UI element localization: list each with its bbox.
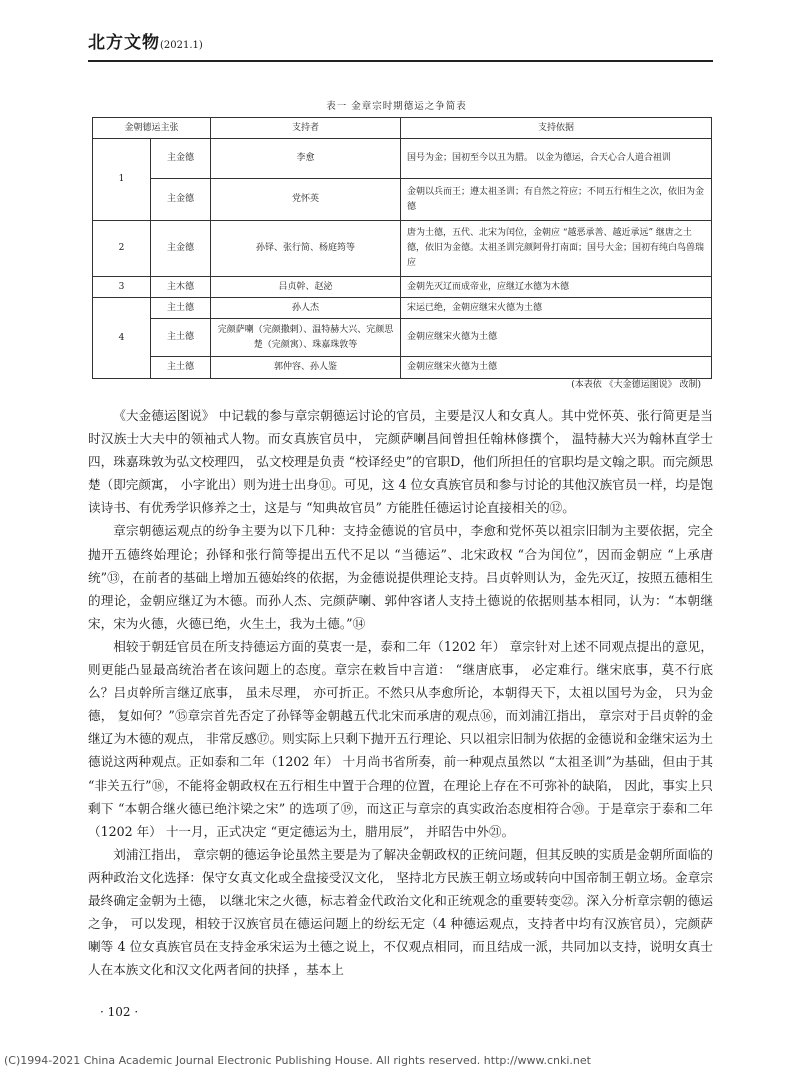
header-rule	[88, 60, 713, 62]
virtue-cell: 主金德	[151, 139, 211, 179]
table-row	[93, 298, 712, 319]
basis-cell: 唐为土德，五代、北宋为闰位，金朝应 “越恶承善、越近承远” 继唐之土德，依旧为金德。太祖圣训完颜阿骨打南面；国号大金；国初有纯白鸟兽瑞应	[401, 221, 712, 277]
virtue-cell: 主土德	[151, 357, 211, 379]
virtue-cell: 主土德	[151, 298, 211, 319]
virtue-cell: 主金德	[151, 221, 211, 277]
virtue-cell: 主土德	[151, 319, 211, 357]
table-header-cell: 支持者	[211, 118, 401, 139]
page-number: · 102 ·	[100, 1005, 139, 1019]
table-header-cell: 金朝德运主张	[93, 118, 211, 139]
table-row	[93, 277, 712, 298]
table-row	[93, 139, 712, 179]
virtue-cell: 主木德	[151, 277, 211, 298]
basis-cell: 宋运已绝，金朝应继宋火德为土德	[401, 298, 712, 319]
basis-cell: 国号为金；国初至今以丑为腊。 以金为德运，合天心合人道合祖训	[401, 139, 712, 179]
table-header-row	[93, 118, 712, 139]
journal-header	[88, 28, 203, 53]
copyright-footer: (C)1994-2021 China Academic Journal Electronic Publishing House. All rights reserved. http://www.cnki.net	[4, 1054, 591, 1067]
supporters-cell: 孙铎、张行简、杨庭筠等	[211, 221, 401, 277]
supporters-cell: 党怀英	[211, 179, 401, 221]
basis-cell: 金朝以兵而王；遵太祖圣训；有自然之符应；不同五行相生之次，依旧为金德	[401, 179, 712, 221]
article-body	[88, 404, 713, 981]
table-row	[93, 319, 712, 357]
paragraph: 相较于朝廷官员在所支持德运方面的莫衷一是，泰和二年（1202 年） 章宗针对上述不同观点提出的意见，则更能凸显最高统治者在该问题上的态度。章宗在敕旨中言道： “继唐底事， 必定难行。继宋底事，莫不行底么？吕贞幹所言继辽底事， 虽未尽理， 亦可折正。不然只从李愈所论，本朝得天下，太祖以国号为金， 只为金德， 复如何？”⑮章宗首先否定了孙铎等金朝越五代北宋而承唐的观点⑯，而刘浦江指出， 章宗对于吕贞幹的金继辽为木德的观点， 非常反感⑰。则实际上只剩下抛开五行理论、只以祖宗旧制为依据的金德说和金继宋运为土德说这两种观点。正如泰和二年（1202 年） 十月尚书省所奏，前一种观点虽然以 “太祖圣训”为基础，但由于其 “非关五行”⑱，不能将金朝政权在五行相生中置于合理的位置，在理论上存在不可弥补的缺陷， 因此，事实上只剩下 “本朝合继火德已绝汴梁之宋” 的选项了⑲，而这正与章宗的真实政治态度相符合⑳。于是章宗于泰和二年（1202 年） 十一月，正式决定 “更定德运为土，腊用辰”， 并昭告中外㉑。	[88, 638, 713, 839]
supporters-cell: 李愈	[211, 139, 401, 179]
table-row	[93, 179, 712, 221]
table-caption: 表一 金章宗时期德运之争简表	[326, 101, 467, 112]
paragraph: 《大金德运图说》 中记载的参与章宗朝德运讨论的官员，主要是汉人和女真人。其中党怀英、张行简更是当时汉族士大夫中的领袖式人物。而女真族官员中， 完颜萨喇昌间曾担任翰林修撰个， 温特赫大兴为翰林直学士四，珠嘉珠敦为弘文校理四， 弘文校理是负责 “校译经史”的官职D，他们所担任的官职均是文翰之职。而完颜思楚（即完颜寓， 小字讹出）则为进士出身⑪。可见，这 4 位女真族官员和参与讨论的其他汉族官员一样，均是饱读诗书、有优秀学识修养之士，这是与 “知典故官员” 方能胜任德运讨论直接相关的⑫。	[88, 408, 713, 516]
table-source-note: (本表依 《大金德运图说》 改制)	[571, 380, 701, 390]
group-number-cell: 3	[93, 277, 151, 298]
group-number-cell: 4	[93, 298, 151, 379]
paragraph: 刘浦江指出， 章宗朝的德运争论虽然主要是为了解决金朝政权的正统问题，但其反映的实质是金朝所面临的两种政治文化选择：保守女真文化或全盘接受汉文化， 坚持北方民族王朝立场或转向中国帝制王朝立场。金章宗最终确定金朝为土德， 以继北宋之火德，标志着金代政治文化和正统观念的重要转变㉒。深入分析章宗朝的德运之争， 可以发现，相较于汉族官员在德运问题上的纷纭无定（4 种德运观点，支持者中均有汉族官员），完颜萨喇等 4 位女真族官员在支持金承宋运为土德之说上，不仅观点相同，而且结成一派，共同加以支持，说明女真士人在本族文化和汉文化两者间的抉择 ，基本上	[88, 846, 713, 978]
table-row	[93, 221, 712, 277]
supporters-cell: 吕贞幹、赵泌	[211, 277, 401, 298]
supporters-cell: 孙人杰	[211, 298, 401, 319]
journal-issue: (2021.1)	[160, 40, 203, 51]
supporters-cell: 完颜萨喇（完颜撒剌）、温特赫大兴、完颜思楚（完颜寓）、珠嘉珠敦等	[211, 319, 401, 357]
basis-cell: 金朝应继宋火德为土德	[401, 357, 712, 379]
supporters-cell: 郭仲容、孙人鉴	[211, 357, 401, 379]
paragraph: 章宗朝德运观点的纷争主要为以下几种：支持金德说的官员中，李愈和党怀英以祖宗旧制为主要依据，完全抛开五德终始理论；孙铎和张行简等提出五代不足以 “当德运”、北宋政权 “合为闰位”，因而金朝应 “上承唐统”⑬，在前者的基础上增加五德始终的依据，为金德说提供理论支持。吕贞幹则认为，金先灭辽，按照五德相生的理论，金朝应继辽为木德。而孙人杰、完颜萨喇、郭仲容诸人支持土德说的依据则基本相同，认为：“本朝继宋，宋为火德，火德已绝，火生土，我为土德。”⑭	[88, 523, 713, 631]
virtue-cell: 主金德	[151, 179, 211, 221]
group-number-cell: 2	[93, 221, 151, 277]
journal-title: 北方文物	[88, 33, 160, 53]
debate-table	[92, 117, 712, 379]
group-number-cell: 1	[93, 139, 151, 221]
table-row	[93, 357, 712, 379]
basis-cell: 金朝先灭辽而成帝业，应继辽水德为木德	[401, 277, 712, 298]
table-header-cell: 支持依据	[401, 118, 712, 139]
basis-cell: 金朝应继宋火德为土德	[401, 319, 712, 357]
